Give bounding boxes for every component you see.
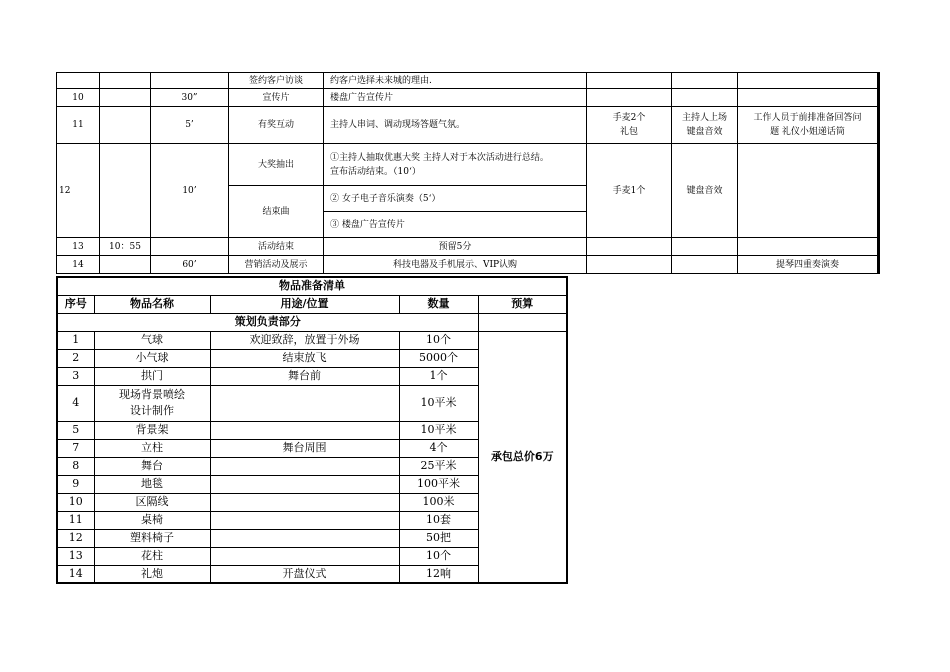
item-qty: 4个	[399, 439, 478, 457]
content-line: ①主持人抽取优惠大奖 主持人对于本次活动进行总结。	[330, 152, 549, 163]
row-number: 10	[57, 89, 100, 107]
item-no: 11	[57, 511, 94, 529]
item-name: 地毯	[94, 475, 210, 493]
program-content: ③ 楼盘广告宣传片	[324, 212, 587, 238]
table-row	[57, 331, 567, 349]
duration: 10’	[151, 144, 229, 238]
item-use	[210, 421, 399, 439]
staff-notes: 提琴四重奏演奏	[738, 256, 879, 274]
schedule-row	[57, 107, 879, 144]
program-item: 有奖互动	[229, 107, 324, 144]
host-notes	[672, 89, 738, 107]
program-content: ② 女子电子音乐演奏（5‘）	[324, 186, 587, 212]
schedule-row	[57, 238, 879, 256]
program-content: 主持人串词、调动现场答题气氛。	[324, 107, 587, 144]
item-name: 花柱	[94, 547, 210, 565]
duration: 60’	[151, 256, 229, 274]
row-number: 11	[57, 107, 100, 144]
items-prep-table	[56, 276, 568, 584]
row-number	[57, 73, 100, 89]
staff-notes	[738, 107, 879, 144]
item-no: 3	[57, 367, 94, 385]
start-time	[100, 89, 151, 107]
program-content: 预留5分	[324, 238, 587, 256]
start-time	[100, 107, 151, 144]
item-use	[210, 493, 399, 511]
equipment-line: 手麦2个	[612, 113, 646, 123]
row-number: 14	[57, 256, 100, 274]
duration	[151, 73, 229, 89]
schedule-row	[57, 73, 879, 89]
item-qty: 10套	[399, 511, 478, 529]
col-header-budget: 预算	[478, 295, 567, 313]
item-name-line: 设计制作	[130, 404, 174, 417]
program-content	[324, 144, 587, 186]
host-notes	[672, 256, 738, 274]
start-time	[100, 73, 151, 89]
item-no: 4	[57, 385, 94, 421]
content-line: 宣布活动结束。（10‘）	[330, 166, 421, 177]
item-qty: 1个	[399, 367, 478, 385]
item-name: 拱门	[94, 367, 210, 385]
item-qty: 10个	[399, 331, 478, 349]
item-name: 立柱	[94, 439, 210, 457]
item-qty: 10平米	[399, 421, 478, 439]
item-name: 塑料椅子	[94, 529, 210, 547]
start-time	[100, 144, 151, 238]
table-title: 物品准备清单	[57, 277, 567, 295]
program-item: 宣传片	[229, 89, 324, 107]
header-row	[57, 295, 567, 313]
item-qty: 5000个	[399, 349, 478, 367]
program-item: 结束曲	[229, 186, 324, 238]
item-use: 结束放飞	[210, 349, 399, 367]
equipment	[587, 107, 672, 144]
item-no: 8	[57, 457, 94, 475]
item-no: 9	[57, 475, 94, 493]
item-use	[210, 475, 399, 493]
item-qty: 25平米	[399, 457, 478, 475]
duration	[151, 238, 229, 256]
item-no: 7	[57, 439, 94, 457]
host-notes	[672, 73, 738, 89]
duration: 30”	[151, 89, 229, 107]
item-name: 气球	[94, 331, 210, 349]
item-use: 欢迎致辞，放置于外场	[210, 331, 399, 349]
item-use: 舞台前	[210, 367, 399, 385]
schedule-row	[57, 89, 879, 107]
item-no: 10	[57, 493, 94, 511]
item-use	[210, 529, 399, 547]
start-time: 10：55	[100, 238, 151, 256]
program-content: 约客户选择未来城的理由.	[324, 73, 587, 89]
item-qty: 10个	[399, 547, 478, 565]
item-name: 区隔线	[94, 493, 210, 511]
duration: 5’	[151, 107, 229, 144]
item-qty: 50把	[399, 529, 478, 547]
equipment	[587, 89, 672, 107]
item-name	[94, 385, 210, 421]
item-name: 背景架	[94, 421, 210, 439]
item-qty: 100米	[399, 493, 478, 511]
host-line: 键盘音效	[686, 127, 723, 137]
schedule-row	[57, 256, 879, 274]
col-header-use: 用途/位置	[210, 295, 399, 313]
item-use: 开盘仪式	[210, 565, 399, 583]
program-item: 大奖抽出	[229, 144, 324, 186]
equipment	[587, 238, 672, 256]
item-name: 小气球	[94, 349, 210, 367]
section-title: 策划负责部分	[57, 313, 478, 331]
item-no: 2	[57, 349, 94, 367]
staff-notes	[738, 144, 879, 238]
item-no: 14	[57, 565, 94, 583]
program-content: 科技电器及手机展示、VIP认购	[324, 256, 587, 274]
program-item: 活动结束	[229, 238, 324, 256]
item-no: 12	[57, 529, 94, 547]
item-use: 舞台周围	[210, 439, 399, 457]
host-line: 主持人上场	[681, 113, 727, 123]
equipment-line: 礼包	[619, 127, 638, 137]
item-name-line: 现场背景喷绘	[119, 388, 185, 401]
item-qty: 12响	[399, 565, 478, 583]
schedule-row	[57, 144, 879, 186]
empty-cell	[478, 313, 567, 331]
col-header-no: 序号	[57, 295, 94, 313]
equipment	[587, 256, 672, 274]
col-header-name: 物品名称	[94, 295, 210, 313]
staff-notes	[738, 89, 879, 107]
item-name: 礼炮	[94, 565, 210, 583]
equipment	[587, 73, 672, 89]
item-name: 舞台	[94, 457, 210, 475]
start-time	[100, 256, 151, 274]
item-no: 13	[57, 547, 94, 565]
host-notes	[672, 238, 738, 256]
staff-line: 工作人员于前排准备回答问	[753, 113, 862, 123]
host-notes: 键盘音效	[672, 144, 738, 238]
program-content: 楼盘广告宣传片	[324, 89, 587, 107]
item-use	[210, 457, 399, 475]
staff-notes	[738, 73, 879, 89]
program-item: 签约客户访谈	[229, 73, 324, 89]
item-use	[210, 385, 399, 421]
item-qty: 100平米	[399, 475, 478, 493]
budget-total: 承包总价6万	[478, 331, 567, 583]
item-no: 5	[57, 421, 94, 439]
item-name: 桌椅	[94, 511, 210, 529]
row-number: 13	[57, 238, 100, 256]
program-item: 营销活动及展示	[229, 256, 324, 274]
host-notes	[672, 107, 738, 144]
equipment: 手麦1个	[587, 144, 672, 238]
col-header-qty: 数量	[399, 295, 478, 313]
staff-notes	[738, 238, 879, 256]
schedule-table	[56, 72, 880, 274]
item-qty: 10平米	[399, 385, 478, 421]
item-use	[210, 547, 399, 565]
item-no: 1	[57, 331, 94, 349]
item-use	[210, 511, 399, 529]
staff-line: 题 礼仪小姐递话筒	[770, 127, 845, 137]
row-number: 12	[57, 144, 100, 238]
